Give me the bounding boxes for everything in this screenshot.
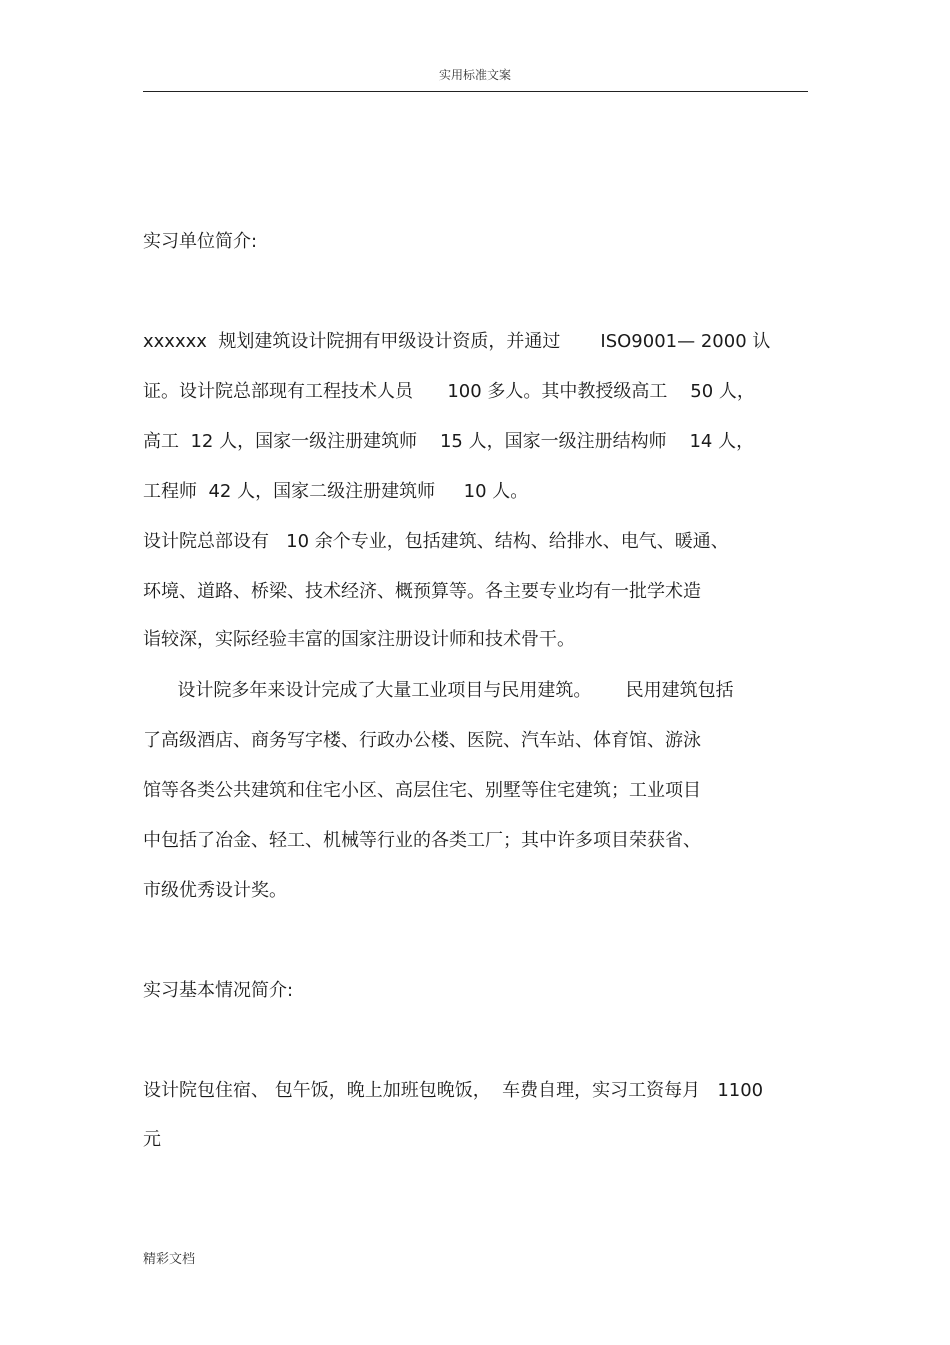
page-header-title: 实用标准文案	[438, 68, 511, 82]
intro-line-8: 设计院多年来设计完成了大量工业项目与民用建筑。 民用建筑包括	[143, 680, 734, 701]
basic-line-1: 设计院包住宿、 包午饭，晚上加班包晚饭， 车费自理，实习工资每月 1100	[143, 1080, 764, 1101]
page-footer-text: 精彩文档	[143, 1252, 196, 1267]
intro-line-11: 中包括了冶金、轻工、机械等行业的各类工厂；其中许多项目荣获省、	[143, 830, 701, 851]
intro-line-5: 设计院总部设有 10 余个专业，包括建筑、结构、给排水、电气、暖通、	[143, 531, 729, 552]
intro-line-3: 高工 12 人，国家一级注册建筑师 15 人，国家一级注册结构师 14 人，	[143, 431, 755, 452]
header-rule	[143, 91, 808, 92]
intro-line-4: 工程师 42 人，国家二级注册建筑师 10 人。	[143, 481, 529, 502]
intro-line-1: xxxxxx 规划建筑设计院拥有甲级设计资质，并通过 ISO9001— 2000 认	[143, 331, 771, 352]
intro-line-10: 馆等各类公共建筑和住宅小区、高层住宅、别墅等住宅建筑；工业项目	[143, 780, 701, 801]
intro-line-7: 诣较深，实际经验丰富的国家注册设计师和技术骨干。	[143, 629, 575, 650]
intro-line-6: 环境、道路、桥梁、技术经济、概预算等。各主要专业均有一批学术造	[143, 581, 701, 602]
intro-line-2: 证。设计院总部现有工程技术人员 100 多人。其中教授级高工 50 人，	[143, 381, 755, 402]
intro-line-9: 了高级酒店、商务写字楼、行政办公楼、医院、汽车站、体育馆、游泳	[143, 730, 701, 751]
basic-heading: 实习基本情况简介:	[143, 980, 294, 1001]
basic-line-2: 元	[143, 1129, 161, 1150]
intro-heading: 实习单位简介:	[143, 231, 258, 252]
intro-line-12: 市级优秀设计奖。	[143, 880, 287, 901]
